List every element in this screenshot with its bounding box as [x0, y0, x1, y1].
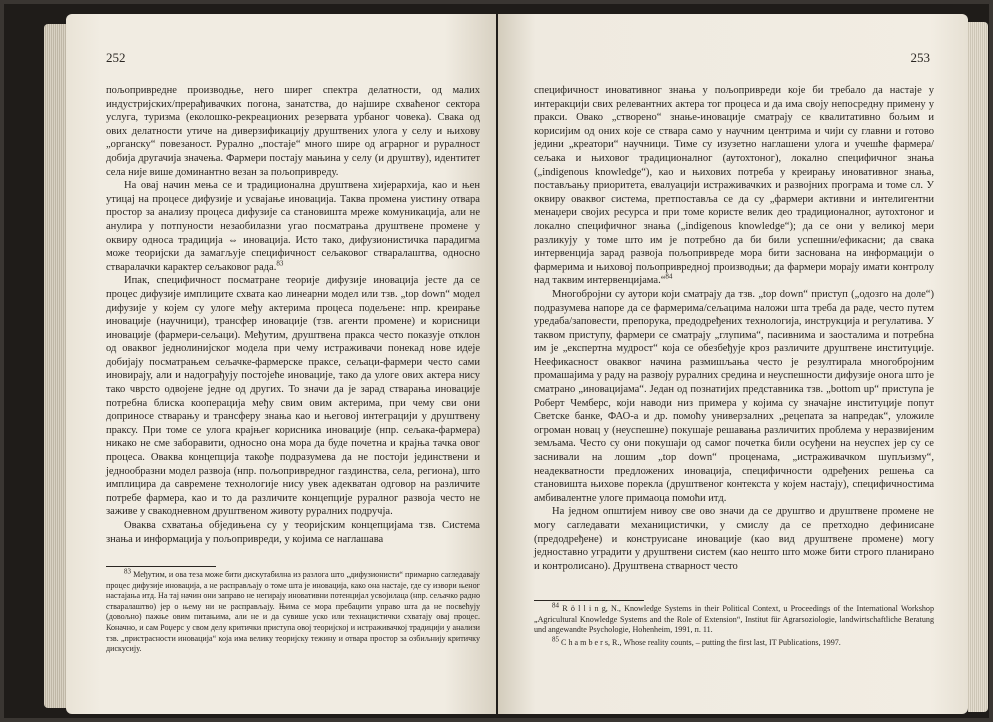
right-body-text — [534, 84, 934, 573]
footnote-number: 85 — [552, 635, 559, 644]
footnotes-right — [534, 601, 934, 648]
footnote-text: Међутим, и ова теза може бити дискутабилна из разлога што „дифузионисти“ примарно сагледавају процес дифузије иновација, а не расправљају о томе шта је иновација, како она настаје, где су извори њеног настајања итд. На тај начин они заправо не негирају иновативни потенцијал усвојилаца (нпр. сељачко радно стваралаштво) јер о њему ни не расправљају. Њима се мора пребацити управо шта да не посвећују (довољно) пажње овим питањима, али не и да сувише уско или технацистички схватају овај процес. Коначно, и сам Роџерс у свом делу критички приступа овој теоријској и истраживачкој традицији у анализи тзв. „пристрасности иновација“ која има велику теоријску тежину и отвара простор за озбиљнију критичку дискусију. — [106, 570, 480, 654]
footnote-ref: 84 — [665, 272, 673, 281]
paragraph — [534, 84, 934, 288]
paragraph: пољопривредне производње, него ширег спектра делатности, од малих индустријских/прерађивачких погона, занатства, до најшире схваћеног сектора услуга, туризма (еколошко-рекреационих резервата урбаног човека). Свака од ових делатности утиче на диверзификацију друштвених улога у селу и њихову „органску“ повезаност. Рурално „постаје“ много шире од аграрног и руралност добија другачија значења. Фармери постају мањина у селу (и друштву), идентитет села није више доминантно везан за пољопривреду. — [106, 85, 480, 178]
paragraph-text: специфичност иновативног знања у пољопривреди које би требало да настаје у интеракцији свих релевантних актера тог процеса и да има своју непосредну примену у пракси. Овако „створено“ знање-иновације сматрају се квалитативно бољим и корисијим од оних које се ствара само у научним центрима и чији су главни и готово једини „креатори“ научници. Тиме су изузетно наглашени улога и учешће фармера/сељака и њиховог традиционалног (аутохтоног), локално специфичног знања („indigenous knowledge“), као и њихових потреба у креирању иновативног знања, постављању приоритета, евалуацији истраживачких и развојних програма и томе сл. У оквиру оваквог система, претпоставља се да су „фармери активни и интелигентни менаџери својих ресурса и при томе користе велик део традиционалног, аутохтоног и локално специфичног знања („indigenous knowledge“); да се они у великој мери разликују у томе што им је потребно да би били успешни/ефикасни; да свака интервенција зарад развоја пољопривреде мора бити заснована на информацији о фармерима и њиховој пољопривредној производњи; да фармери морају имати контролу над таквим интервенцијама.“ — [534, 85, 934, 287]
paragraph: На једном општијем нивоу све ово значи да се друштво и друштвене промене не могу сагледавати механицистички, у смислу да се претходно дефинисане (предодређене) и конструисане иновације (као вид друштвене промене) могу једноставно уградити у друштвени систем (као нешто што може бити строго планирано и контролисано). Друштвена стварност често — [534, 506, 934, 572]
paragraph-text: На овај начин мења се и традиционална друштвена хијерархија, као и њен утицај на процесе дифузије и усвајање иновација. Таква промена уистину отвара простор за анализу процеса дифузије са становишта мреже комуникација, али не анулира у потпуности незаобилазни угао посматрања друштвене промене у оквиру односа традиција ⇔ иновација. Исто тако, дифузионистичка парадигма може теоријски да замагљује специфичност сељаковог стваралаштва, односно стваралачки карактер сељаковог рада. — [106, 180, 480, 273]
footnote-paragraph — [106, 567, 480, 655]
left-body-text — [106, 84, 480, 546]
paragraph — [106, 179, 480, 274]
page-edges-left — [44, 24, 66, 708]
footnote-83 — [106, 567, 480, 655]
footnote-number: 83 — [124, 567, 131, 576]
page-number-left: 252 — [106, 50, 126, 65]
page-edges-right — [968, 22, 988, 712]
footnote-rule — [534, 600, 644, 601]
book-spread — [4, 4, 989, 718]
footnote-rule — [106, 566, 216, 567]
footnote-ref: 83 — [276, 259, 284, 268]
paragraph: Ипак, специфичност посматране теорије дифузије иновација јесте да се процес дифузије имплиците схвата као линеарни модел или тзв. „top down“ модел дифузије у којем су улоге међу актерима процеса подељене: нпр. креирање иновације (научници), трансфер иновације (тзв. агенти промене) и корисници иновације (фармери-сељаци). Међутим, друштвена пракса често показује отклон од оваквог једнолинијског модела при чему истраживачи понекад нове идеје добијају посматрањем сељачке-фармерске праксе, сељаци-фармери често сами иновирају, али и надограђују постојеће иновације, тако да улоге ових актера нису тако чврсто одвојене једне од других. То значи да је зарад стварања иновације потребна блиска кооперација међу свим овим актерима, при чему сви они доприносе стварању и трансферу знања као и његовој интеграцији у друштвену праксу. При томе се улога крајњег корисника иновације (нпр. сељака-фармера) никако не сме заборавити, односно она мора да буде почетна и крајња тачка овог процеса. Оваква концепција такође подразумева да не постоји јединствени и једнообразни модел развоја (нпр. пољопривредног газдинства, села, региона), што имплицира да савремене технологије нису увек адекватан одговор на различите потребе фармера, као и то да различите концепције руралног развоја често не заживе у свакодневном друштвеном животу руралних подручја. — [106, 275, 480, 518]
footnote-85 — [534, 635, 934, 649]
right-page — [498, 14, 968, 714]
footnote-number: 84 — [552, 601, 559, 610]
footnote-text: C h a m b e r s, R., Whose reality counts, – putting the first last, IT Publications, 1997. — [561, 637, 841, 647]
page-number-right: 253 — [910, 50, 930, 65]
left-page — [66, 14, 496, 714]
footnote-text: R ö l l i n g, N., Knowledge Systems in their Political Context, u Proceedings of the International Workshop „Agricultural Knowledge Systems and the Role of Extension“, Institut für Agrarsoziologie, landwirtschaftliche Beratung und angewandte Psychologie, Hohenheim, 1991, п. 11. — [534, 604, 934, 635]
paragraph: Оваква схватања обједињена су у теоријским концепцијама тзв. Система знања и информација у пољопривреди, у којима се наглашава — [106, 520, 480, 545]
footnote-84 — [534, 601, 934, 636]
paragraph: Многобројни су аутори који сматрају да тзв. „top down“ приступ („одозго на доле“) подразумева напоре да се фармерима/сељацима наложи шта треба да раде, често путем уредаба/заповести, препорука, предодређених технологија, инструкција и регулатива. У таквом приступу, фармери се сматрају „глупима“, пасивнима и заосталима и потребна им је „експертна мудрост“ која се обезбеђује кроз различите друштвене институције. Неефикасност оваквог начина размишљања често је резултирала многобројним промашајима у раду на развоју руралних средина и неуспешности дифузије онога што је сматрано „иновацијама“. Један од познатијих представника тзв. „bottom up“ приступа је Роберт Чемберс, који наводи низ примера у којима су значајне институције попут Светске банке, ФАО-а и др. помоћу универзалних „рецепата за напредак“, уложиле огроман новац у (неуспешне) покушаје решавања различитих проблема у неразвијеним земљама. Често су они покушаји од самог почетка били осуђени на неуспех јер су се заснивали на лошим „top down“ проценама, „истраживачком шупљизму“, неадекватности предложених иновација, специфичности одређених решења са становишта њихове порекла (друштвеног контекста у којем настају), специфичностима амбивалентне улоге примаоца помоћи итд. — [534, 288, 934, 504]
